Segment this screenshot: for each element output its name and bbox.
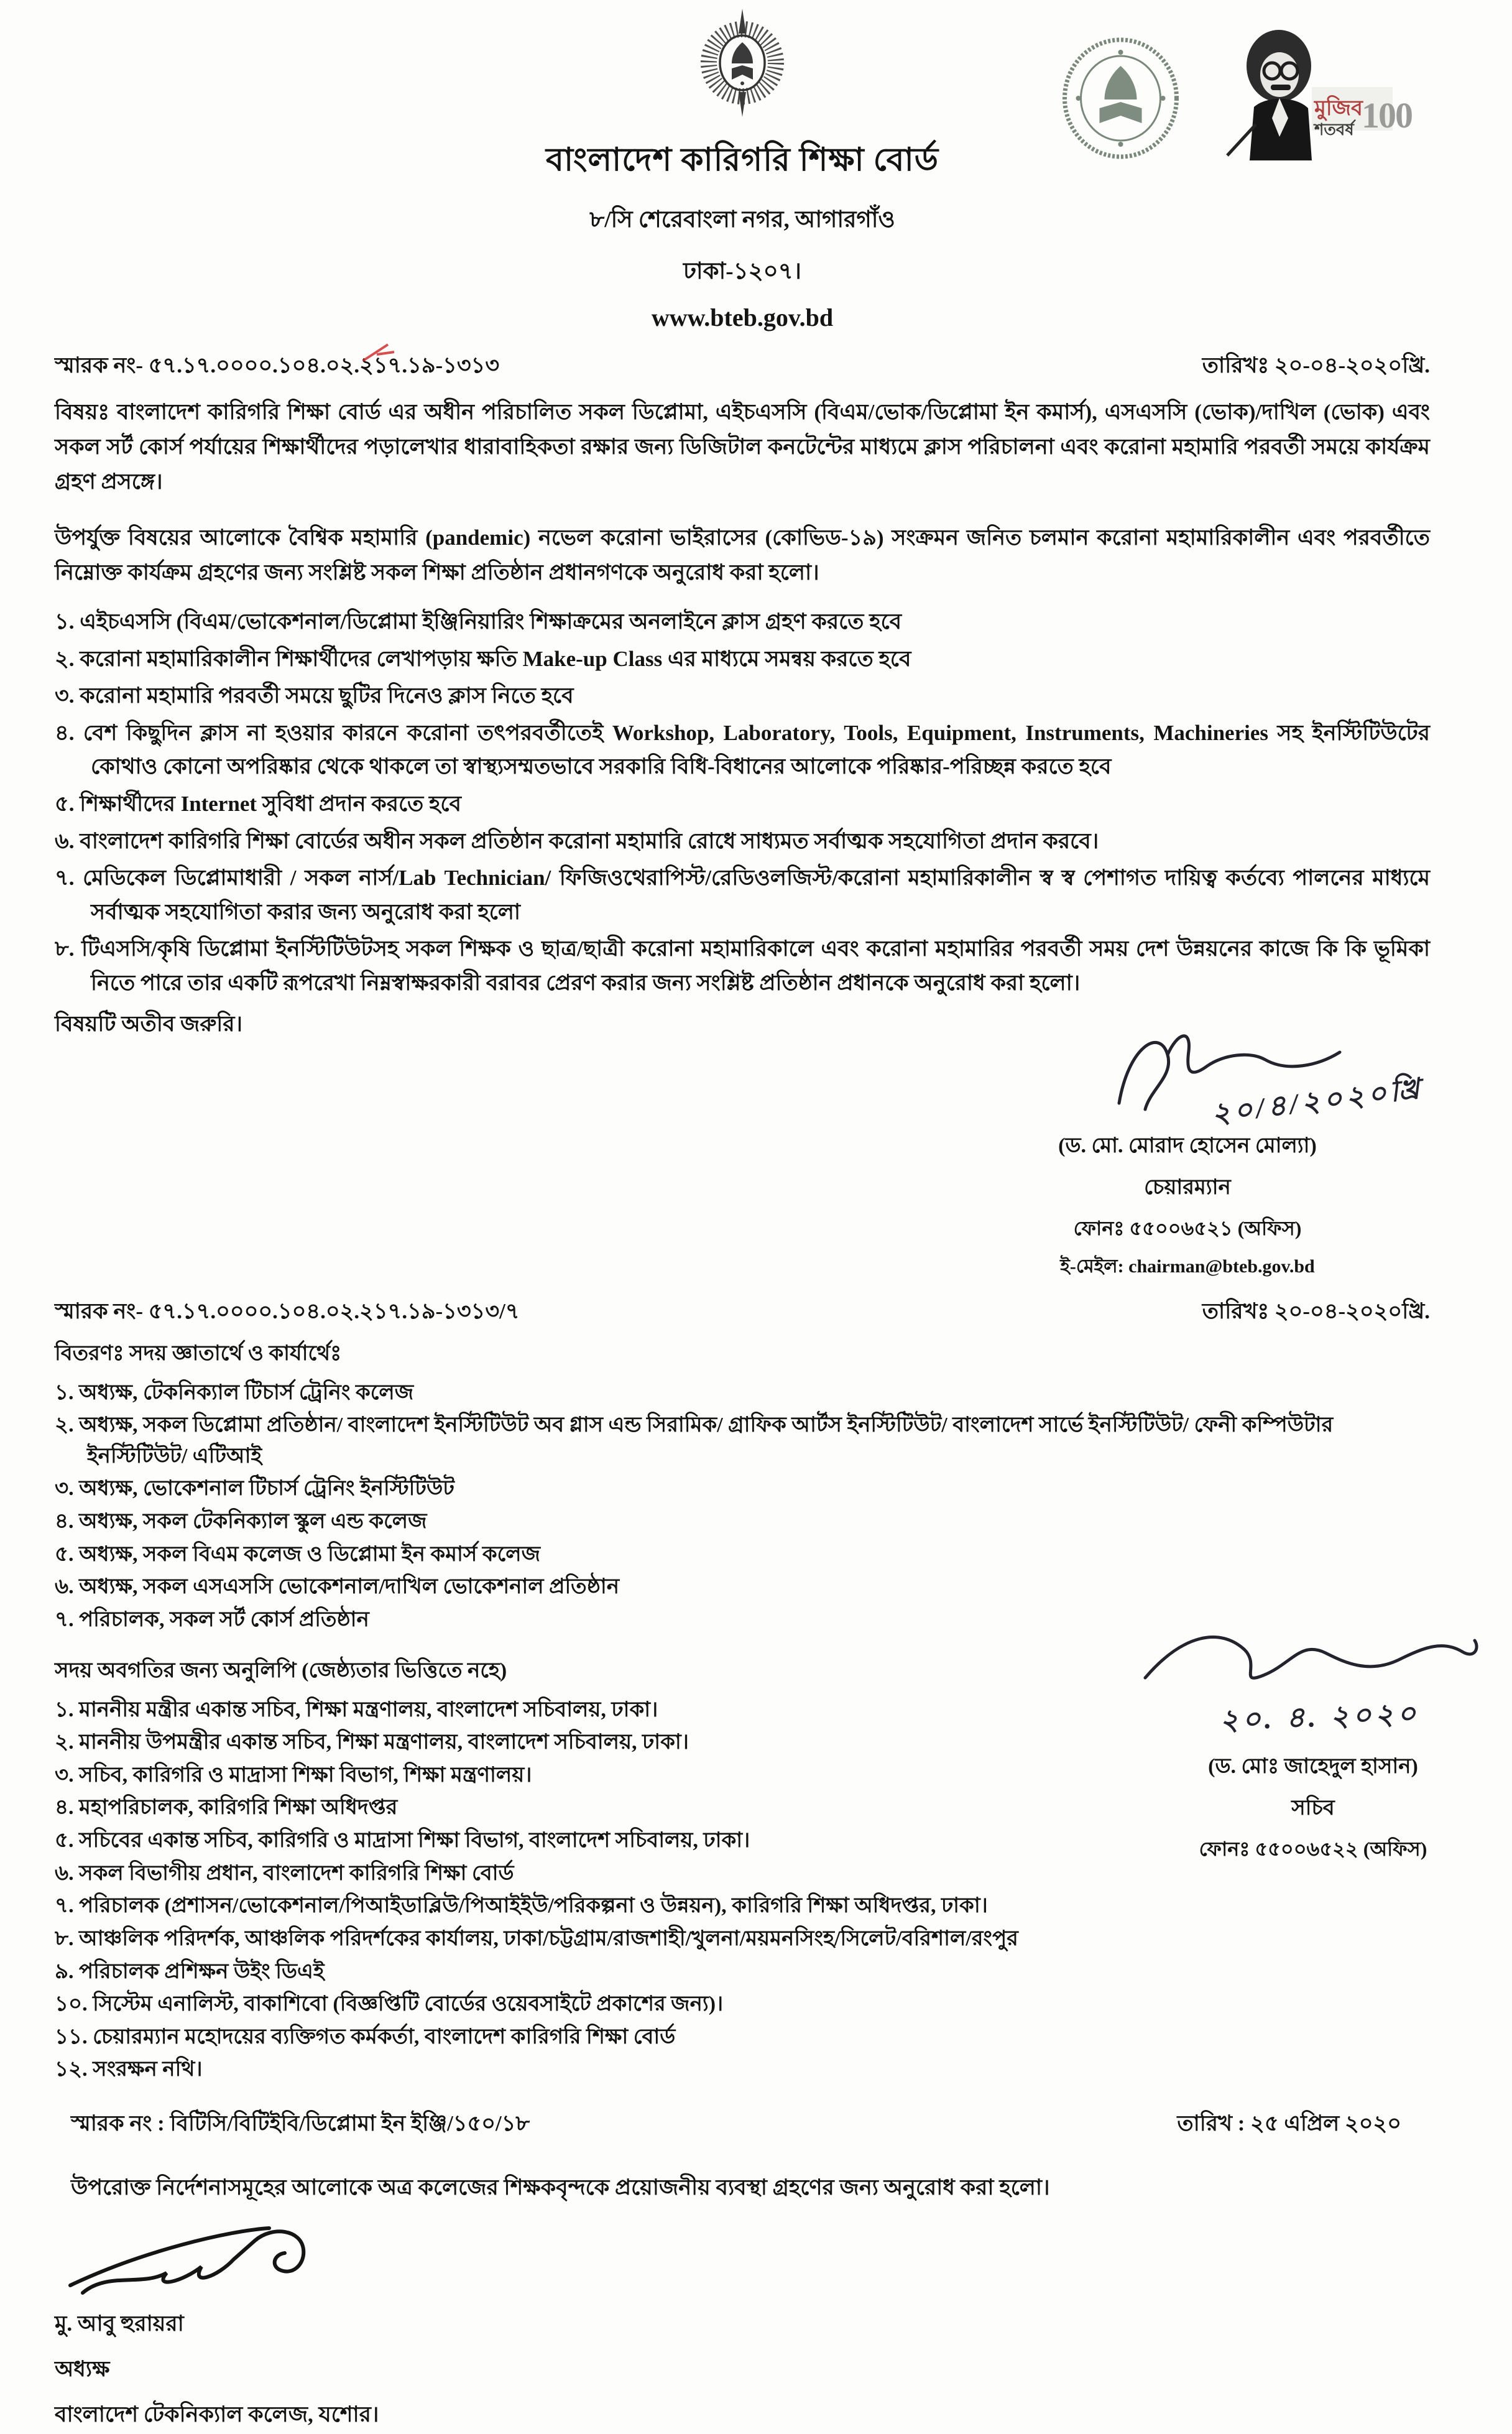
memo1-number-text: স্মারক নং- ৫৭.১৭.০০০০.১০৪.০২.২১৭.১৯-১৩১৩ (55, 353, 500, 377)
distribution-heading: বিতরণঃ সদয় জ্ঞাতার্থে ও কার্যার্থেঃ (55, 1341, 342, 1365)
chairman-signature-block (945, 1022, 1430, 1283)
cc-item: ৭. পরিচালক (প্রশাসন/ভোকেশনাল/পিআইডাব্লিউ/পিআইইউ/পরিকল্পনা ও উন্নয়ন), কারিগরি শিক্ষা অধিদপ্তর, ঢাকা। (55, 1894, 988, 1918)
mujib-logo-text: মুজিব (1314, 97, 1363, 120)
chairman-title: চেয়ারম্যান (1144, 1175, 1231, 1199)
directive-list (55, 605, 1430, 1001)
org-name: বাংলাদেশ কারিগরি শিক্ষা বোর্ড (546, 142, 939, 178)
org-address-line1: ৮/সি শেরেবাংলা নগর, আগারগাঁও (589, 207, 895, 233)
directive-item: ৫. শিক্ষার্থীদের Internet সুবিধা প্রদান করতে হবে (55, 791, 461, 816)
memo1-header-row (55, 348, 1430, 385)
urgent-note: বিষয়টি অতীব জরুরি। (55, 1011, 243, 1036)
cc-item: ৫. সচিবের একান্ত সচিব, কারিগরি ও মাদ্রাসা শিক্ষা বিভাগ, বাংলাদেশ সচিবালয়, ঢাকা। (55, 1829, 750, 1853)
cc-item: ৪. মহাপরিচালক, কারিগরি শিক্ষা অধিদপ্তর (55, 1796, 398, 1820)
distribution-item: ৬. অধ্যক্ষ, সকল এসএসসি ভোকেশনাল/দাখিল ভোকেশনাল প্রতিষ্ঠান (55, 1575, 619, 1599)
secretary-title: সচিব (1291, 1797, 1335, 1820)
directive-item: ৭. মেডিকেল ডিপ্লোমাধারী / সকল নার্স/Lab Technician/ ফিজিওথেরাপিস্ট/রেডিওলজিস্ট/করোনা মহামারিকালীন স্ব স্ব পেশাগত দায়িত্ব কর্তব্যে পালনের মাধ্যমে সর্বাত্মক সহযোগিতা করার জন্য অনুরোধ করা হলো (55, 866, 1430, 924)
secretary-signature-block (1127, 1616, 1500, 1867)
cc-item: ২. মাননীয় উপমন্ত্রীর একান্ত সচিব, শিক্ষা মন্ত্রণালয়, বাংলাদেশ সচিবালয়, ঢাকা। (55, 1731, 689, 1754)
chairman-phone: ফোনঃ ৫৫০০৬৫২১ (অফিস) (1073, 1216, 1302, 1239)
principal-title: অধ্যক্ষ (55, 2357, 110, 2382)
principal-org: বাংলাদেশ টেকনিক্যাল কলেজ, যশোর। (55, 2402, 379, 2427)
distribution-item: ৪. অধ্যক্ষ, সকল টেকনিক্যাল স্কুল এন্ড কলেজ (55, 1510, 427, 1534)
mujib-100-number: 100 (1362, 95, 1412, 136)
principal-signature-icon (61, 2217, 353, 2298)
directive-item: ৮. টিএসসি/কৃষি ডিপ্লোমা ইনস্টিটিউটসহ সকল শিক্ষক ও ছাত্র/ছাত্রী করোনা মহামারিকালে এবং করোনা মহামারির পরবর্তী সময় দেশ উন্নয়নের কাজে কি কি ভূমিকা নিতে পারে তার একটি রূপরেখা নিম্নস্বাক্ষরকারী বরাবর প্রেরণ করার জন্য সংশ্লিষ্ট প্রতিষ্ঠান প্রধানকে অনুরোধ করা হলো। (55, 937, 1430, 995)
principal-signature-block (55, 2217, 614, 2434)
chairman-name: (ড. মো. মোরাদ হোসেন মোল্যা) (1058, 1134, 1317, 1157)
cc-heading: সদয় অবগতির জন্য অনুলিপি (জেষ্ঠ্যতার ভিত্তিতে নহে) (55, 1659, 507, 1682)
cc-item: ৯. পরিচালক প্রশিক্ষন উইং ডিএই (55, 1960, 325, 1983)
memo3-date: তারিখ : ২৫ এপ্রিল ২০২০ (1177, 2111, 1401, 2136)
memo3-number: স্মারক নং : বিটিসি/বিটিইবি/ডিপ্লোমা ইন ইঞ্জি/১৫০/১৮ (71, 2111, 530, 2136)
org-website-link[interactable]: www.bteb.gov.bd (651, 303, 834, 331)
secretary-phone: ফোনঃ ৫৫০০৬৫২২ (অফিস) (1199, 1838, 1427, 1860)
distribution-item: ৫. অধ্যক্ষ, সকল বিএম কলেজ ও ডিপ্লোমা ইন কমার্স কলেজ (55, 1542, 541, 1566)
directive-item: ৬. বাংলাদেশ কারিগরি শিক্ষা বোর্ডের অধীন সকল প্রতিষ্ঠান করোনা মহামারি রোধে সাধ্যমত সর্বাত্মক সহযোগিতা প্রদান করবে। (55, 828, 1099, 853)
memo1-number (55, 348, 499, 385)
directive-item: ১. এইচএসসি (বিএম/ভোকেশনাল/ডিপ্লোমা ইঞ্জিনিয়ারিং শিক্ষাক্রমের অনলাইনে ক্লাস গ্রহণ করতে হবে (55, 609, 902, 634)
directive-item: ৪. বেশ কিছুদিন ক্লাস না হওয়ার কারনে করোনা তৎপরবর্তীতেই Workshop, Laboratory, Tools, Equipment, Instruments, Machineries সহ ইনস্টিটিউটের কোথাও কোনো অপরিষ্কার থেকে থাকলে তা স্বাস্থ্যসম্মতভাবে সরকারি বিধি-বিধানের আলোকে পরিষ্কার-পরিচ্ছন্ন করতে হবে (55, 720, 1430, 779)
memo3-header-row (55, 2106, 1430, 2143)
secretary-name: (ড. মোঃ জাহেদুল হাসান) (1208, 1755, 1418, 1778)
dte-seal-icon (1057, 36, 1184, 160)
distribution-item: ৭. পরিচালক, সকল সর্ট কোর্স প্রতিষ্ঠান (55, 1608, 369, 1631)
distribution-list (55, 1377, 1430, 1636)
cc-item: ১১. চেয়ারম্যান মহোদয়ের ব্যক্তিগত কর্মকর্তা, বাংলাদেশ কারিগরি শিক্ষা বোর্ড (55, 2025, 676, 2048)
memo2-number: স্মারক নং- ৫৭.১৭.০০০০.১০৪.০২.২১৭.১৯-১৩১৩/৭ (55, 1298, 520, 1323)
mujib-logo-subtext: শতবর্ষ (1314, 121, 1354, 139)
intro-paragraph: উপর্যুক্ত বিষয়ের আলোকে বৈশ্বিক মহামারি (pandemic) নভেল করোনা ভাইরাসের (কোভিড-১৯) সংক্রমন জনিত চলমান করোনা মহামারিকালীন এবং পরবর্তীতে নিম্নোক্ত কার্যক্রম গ্রহণের জন্য সংশ্লিষ্ট সকল শিক্ষা প্রতিষ্ঠান প্রধানগণকে অনুরোধ করা হলো। (55, 525, 1430, 585)
bteb-seal-icon (696, 7, 789, 118)
secretary-handwritten-date: ২০. ৪. ২০২০ (1219, 1697, 1420, 1736)
chairman-handwritten-date: ২০/৪/২০২০খ্রি (1209, 1071, 1425, 1130)
cc-item: ১০. সিস্টেম এনালিস্ট, বাকাশিবো (বিজ্ঞপ্তিটি বোর্ডের ওয়েবসাইটে প্রকাশের জন্য)। (55, 1992, 724, 2016)
cc-item: ৩. সচিব, কারিগরি ও মাদ্রাসা শিক্ষা বিভাগ, শিক্ষা মন্ত্রণালয়। (55, 1763, 532, 1787)
directive-item: ২. করোনা মহামারিকালীন শিক্ষার্থীদের লেখাপড়ায় ক্ষতি Make-up Class এর মাধ্যমে সমন্বয় করতে হবে (55, 646, 911, 671)
distribution-item: ১. অধ্যক্ষ, টেকনিক্যাল টিচার্স ট্রেনিং কলেজ (55, 1381, 414, 1404)
closing-paragraph: উপরোক্ত নির্দেশনাসমূহের আলোকে অত্র কলেজের শিক্ষকবৃন্দকে প্রয়োজনীয় ব্যবস্থা গ্রহণের জন্য অনুরোধ করা হলো। (71, 2175, 1050, 2200)
directive-item: ৩. করোনা মহামারি পরবর্তী সময়ে ছুটির দিনেও ক্লাস নিতে হবে (55, 683, 574, 708)
principal-name: মু. আবু হুরায়রা (55, 2311, 184, 2336)
distribution-item: ২. অধ্যক্ষ, সকল ডিপ্লোমা প্রতিষ্ঠান/ বাংলাদেশ ইনস্টিটিউট অব গ্লাস এন্ড সিরামিক/ গ্রাফিক আর্টস ইনস্টিটিউট/ বাংলাদেশ সার্ভে ইনস্টিটিউট/ ফেনী কম্পিউটার ইনস্টিটিউট/ এটিআই (55, 1414, 1334, 1468)
cc-item: ১২. সংরক্ষন নথি। (55, 2058, 203, 2081)
subject-line: বিষয়ঃ বাংলাদেশ কারিগরি শিক্ষা বোর্ড এর অধীন পরিচালিত সকল ডিপ্লোমা, এইচএসসি (বিএম/ভোক/ডিপ্লোমা ইন কমার্স), এসএসসি (ভোক)/দাখিল (ভোক) এবং সকল সর্ট কোর্স পর্যায়ের শিক্ষার্থীদের পড়ালেখার ধারাবাহিকতা রক্ষার জন্য ডিজিটাল কনটেন্টের মাধ্যমে ক্লাস পরিচালনা এবং করোনা মহামারি পরবর্তী সময়ে কার্যক্রম গ্রহণ প্রসঙ্গে। (55, 400, 1430, 494)
org-address-line2: ঢাকা-১২০৭। (683, 259, 801, 284)
distribution-item: ৩. অধ্যক্ষ, ভোকেশনাল টিচার্স ট্রেনিং ইনস্টিটিউট (55, 1477, 454, 1501)
memo2-date: তারিখঃ ২০-০৪-২০২০খ্রি. (1202, 1298, 1430, 1323)
memo2-header-row (55, 1294, 1430, 1331)
cc-item: ১. মাননীয় মন্ত্রীর একান্ত সচিব, শিক্ষা মন্ত্রণালয়, বাংলাদেশ সচিবালয়, ঢাকা। (55, 1698, 658, 1721)
cc-item: ৮. আঞ্চলিক পরিদর্শক, আঞ্চলিক পরিদর্শকের কার্যালয়, ঢাকা/চট্টগ্রাম/রাজশাহী/খুলনা/ময়মনসিংহ/সিলেট/বরিশাল/রংপুর (55, 1927, 1018, 1950)
chairman-email-link[interactable]: ই-মেইল: chairman@bteb.gov.bd (1060, 1256, 1315, 1277)
cc-item: ৬. সকল বিভাগীয় প্রধান, বাংলাদেশ কারিগরি শিক্ষা বোর্ড (55, 1861, 514, 1885)
memo1-date: তারিখঃ ২০-০৪-২০২০খ্রি. (1202, 353, 1430, 377)
mujib-100-logo (1220, 25, 1412, 160)
